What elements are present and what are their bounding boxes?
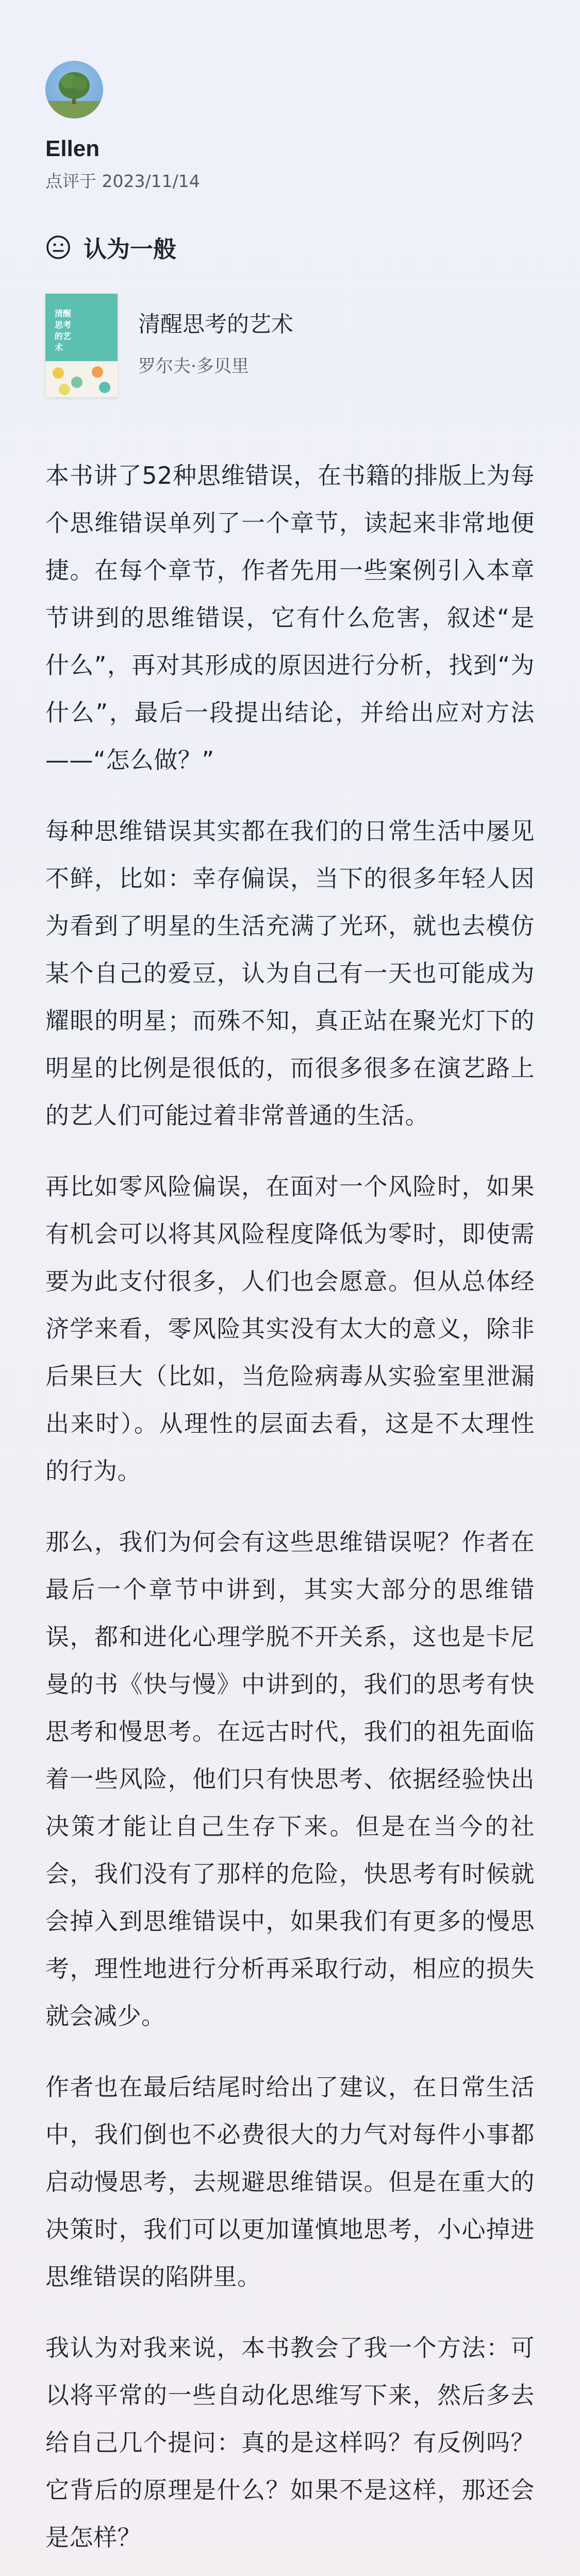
review-paragraph: 我认为对我来说，本书教会了我一个方法：可以将平常的一些自动化思维写下来，然后多去给自己几个提问：真的是这样吗？有反例吗？它背后的原理是什么？如果不是这样，那还会是怎样？ <box>45 2334 535 2551</box>
review-date: 点评于 2023/11/14 <box>45 171 200 191</box>
tree-avatar-image <box>45 61 103 118</box>
cover-title: 清醒思考的艺术 <box>55 309 72 352</box>
review-paragraph: 那么，我们为何会有这些思维错误呢？作者在最后一个章节中讲到，其实大部分的思维错误，都和进化心理学脱不开关系，这也是卡尼曼的书《快与慢》中讲到的，我们的思考有快思考和慢思考。在远古时代，我们的祖先面临着一些风险，他们只有快思考、依据经验快出决策才能让自己生存下来。但是在当今的社会，我们没有了那样的危险，快思考有时候就会掉入到思维错误中，如果我们有更多的慢思考，理性地进行分析再采取行动，相应的损失就会减少。 <box>45 1528 535 2030</box>
reviewer-name[interactable]: Ellen <box>45 136 100 161</box>
book-cover <box>45 294 118 397</box>
rating-row <box>45 230 535 264</box>
review-paragraph: 作者也在最后结尾时给出了建议，在日常生活中，我们倒也不必费很大的力气对每件小事都启动慢思考，去规避思维错误。但是在重大的决策时，我们可以更加谨慎地思考，小心掉进思维错误的陷阱里。 <box>45 2073 535 2291</box>
review-paragraph: 再比如零风险偏误，在面对一个风险时，如果有机会可以将其风险程度降低为零时，即使需要为此支付很多，人们也会愿意。但从总体经济学来看，零风险其实没有太大的意义，除非后果巨大（比如，当危险病毒从实验室里泄漏出来时）。从理性的层面去看，这是不太理性的行为。 <box>45 1173 535 1485</box>
book-author: 罗尔夫·多贝里 <box>138 356 249 377</box>
neutral-face-icon <box>45 234 71 260</box>
review-paragraph: 本书讲了52种思维错误，在书籍的排版上为每个思维错误单列了一个章节，读起来非常地便捷。在每个章节，作者先用一些案例引入本章节讲到的思维错误，它有什么危害，叙述“是什么”，再对其形成的原因进行分析，找到“为什么”，最后一段提出结论，并给出应对方法——“怎么做？” <box>45 462 535 774</box>
review-content <box>45 452 535 2561</box>
book-title[interactable]: 清醒思考的艺术 <box>138 312 293 337</box>
avatar[interactable] <box>45 61 103 118</box>
rating-label: 认为一般 <box>84 235 177 263</box>
book-info <box>138 294 293 377</box>
book-card[interactable] <box>45 294 535 397</box>
cover-illustration <box>45 361 118 397</box>
review-paragraph: 每种思维错误其实都在我们的日常生活中屡见不鲜，比如：幸存偏误，当下的很多年轻人因为看到了明星的生活充满了光环，就也去模仿某个自己的爱豆，认为自己有一天也可能成为耀眼的明星；而殊不知，真正站在聚光灯下的明星的比例是很低的，而很多很多在演艺路上的艺人们可能过着非常普通的生活。 <box>45 817 535 1129</box>
